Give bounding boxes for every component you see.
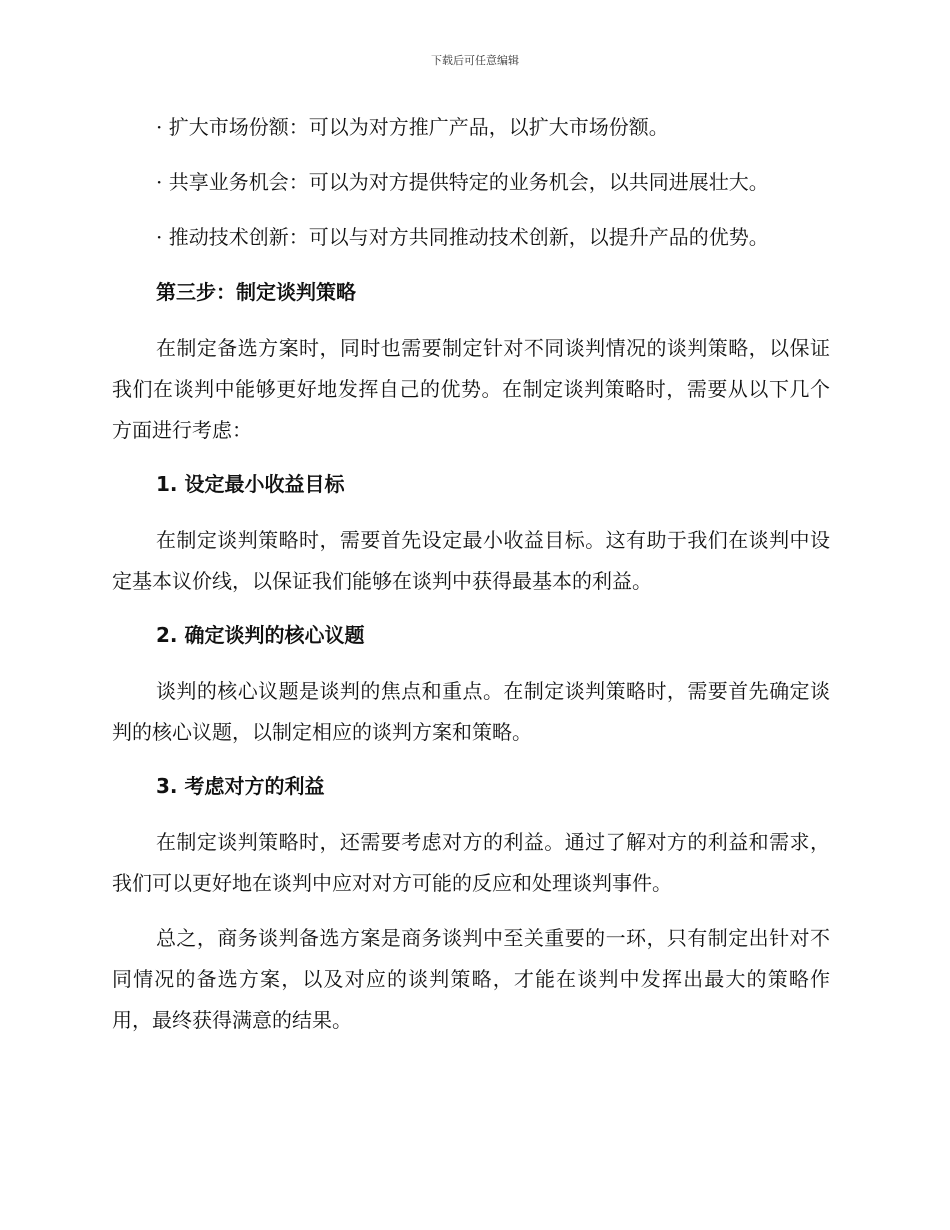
- bullet-item-business-opportunity: · 共享业务机会：可以为对方提供特定的业务机会，以共同进展壮大。: [156, 170, 769, 194]
- step3-heading: 第三步：制定谈判策略: [156, 280, 356, 304]
- section-text-min-profit: 在制定谈判策略时，需要首先设定最小收益目标。这有助于我们在谈判中设定基本议价线，以保证我们能够在谈判中获得最基本的利益。: [112, 528, 830, 593]
- section-heading-min-profit: 1. 设定最小收益目标: [156, 472, 345, 496]
- section-text-counterpart-interest: 在制定谈判策略时，还需要考虑对方的利益。通过了解对方的利益和需求，我们可以更好地在谈判中应对对方可能的反应和处理谈判事件。: [112, 830, 830, 895]
- bullet-item-market-share: · 扩大市场份额：可以为对方推广产品，以扩大市场份额。: [156, 115, 669, 139]
- page-header-note: 下载后可任意编辑: [431, 54, 519, 67]
- bullet-item-tech-innovation: · 推动技术创新：可以与对方共同推动技术创新，以提升产品的优势。: [156, 225, 769, 249]
- conclusion-paragraph: 总之，商务谈判备选方案是商务谈判中至关重要的一环，只有制定出针对不同情况的备选方案，以及对应的谈判策略，才能在谈判中发挥出最大的策略作用，最终获得满意的结果。: [112, 926, 830, 1032]
- section-heading-counterpart-interest: 3. 考虑对方的利益: [156, 774, 325, 798]
- section-heading-core-issue: 2. 确定谈判的核心议题: [156, 623, 365, 647]
- section-text-core-issue: 谈判的核心议题是谈判的焦点和重点。在制定谈判策略时，需要首先确定谈判的核心议题，以制定相应的谈判方案和策略。: [112, 679, 830, 744]
- step3-intro-paragraph: 在制定备选方案时，同时也需要制定针对不同谈判情况的谈判策略，以保证我们在谈判中能够更好地发挥自己的优势。在制定谈判策略时，需要从以下几个方面进行考虑：: [112, 336, 830, 442]
- document-body: [112, 108, 830, 1055]
